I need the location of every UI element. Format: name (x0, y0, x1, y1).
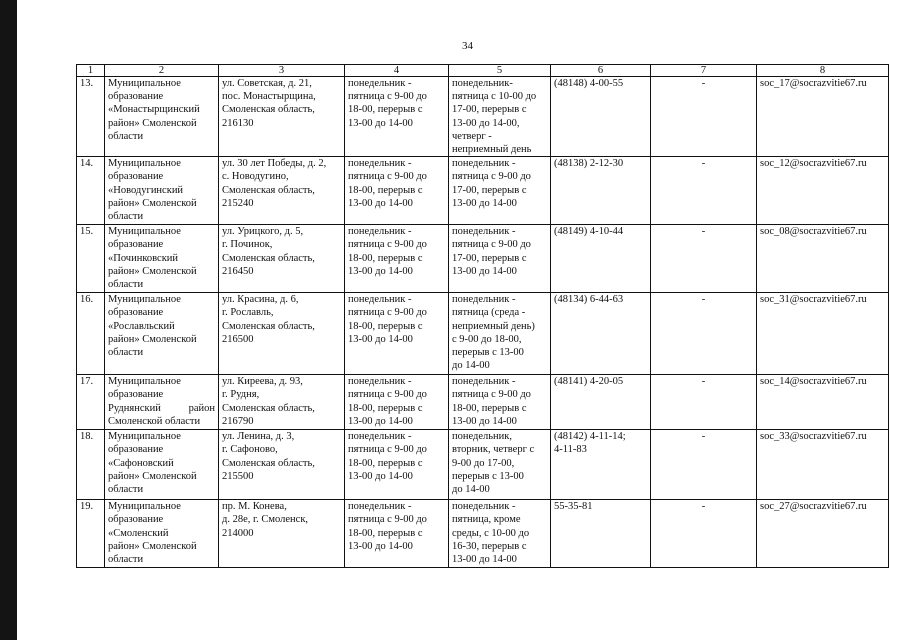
email-cell: soc_31@socrazvitie67.ru (757, 293, 889, 375)
municipality-line: Муниципальное (108, 376, 181, 388)
admin-hours-cell: понедельник - пятница с 9-00 до 18-00, перерыв с 13-00 до 14-00 (345, 500, 449, 568)
fax-cell: - (651, 500, 757, 568)
fax-cell: - (651, 157, 757, 225)
row-number: 18. (77, 430, 105, 500)
header-cell: 2 (105, 65, 219, 77)
row-number: 13. (77, 77, 105, 157)
fax-cell: - (651, 375, 757, 430)
municipality-line: Смоленской области (108, 415, 201, 427)
fax-cell: - (651, 77, 757, 157)
address-cell: ул. Ленина, д. 3, г. Сафоново, Смоленская область, 215500 (219, 430, 345, 500)
email-cell: soc_12@socrazvitie67.ru (757, 157, 889, 225)
scan-edge-bar (0, 0, 17, 640)
phone-cell: (48149) 4-10-44 (551, 225, 651, 293)
phone-cell: 55-35-81 (551, 500, 651, 568)
municipality-cell: Муниципальное образование «Рославльский район» Смоленской области (105, 293, 219, 375)
phone-cell: (48138) 2-12-30 (551, 157, 651, 225)
table-row (77, 500, 889, 568)
table-row (77, 225, 889, 293)
admin-hours-cell: понедельник - пятница с 9-00 до 18-00, перерыв с 13-00 до 14-00 (345, 375, 449, 430)
row-number: 17. (77, 375, 105, 430)
fax-cell: - (651, 225, 757, 293)
row-number: 19. (77, 500, 105, 568)
table-row (77, 430, 889, 500)
phone-cell: (48142) 4-11-14; 4-11-83 (551, 430, 651, 500)
row-number: 14. (77, 157, 105, 225)
row-number: 15. (77, 225, 105, 293)
phone-cell: (48141) 4-20-05 (551, 375, 651, 430)
admin-hours-cell: понедельник - пятница с 9-00 до 18-00, перерыв с 13-00 до 14-00 (345, 77, 449, 157)
table-row (77, 375, 889, 430)
table-row (77, 157, 889, 225)
municipality-line: образование (108, 389, 164, 401)
address-cell: ул. Красина, д. 6, г. Рославль, Смоленская область, 216500 (219, 293, 345, 375)
municipality-cell: Муниципальное образование «Починковский район» Смоленской области (105, 225, 219, 293)
admin-hours-cell: понедельник - пятница с 9-00 до 18-00, перерыв с 13-00 до 14-00 (345, 225, 449, 293)
reception-hours-cell: понедельник, вторник, четверг с 9-00 до 17-00, перерыв с 13-00 до 14-00 (449, 430, 551, 500)
phone-cell: (48148) 4-00-55 (551, 77, 651, 157)
municipality-cell: Муниципальное образование «Новодугинский район» Смоленской области (105, 157, 219, 225)
address-cell: ул. Урицкого, д. 5, г. Починок, Смоленская область, 216450 (219, 225, 345, 293)
reception-hours-cell: понедельник - пятница с 9-00 до 18-00, перерыв с 13-00 до 14-00 (449, 375, 551, 430)
table-row (77, 293, 889, 375)
row-number: 16. (77, 293, 105, 375)
email-cell: soc_27@socrazvitie67.ru (757, 500, 889, 568)
email-cell: soc_14@socrazvitie67.ru (757, 375, 889, 430)
page-number: 34 (462, 40, 473, 52)
phone-cell: (48134) 6-44-63 (551, 293, 651, 375)
header-cell: 4 (345, 65, 449, 77)
reception-hours-cell: понедельник- пятница с 10-00 до 17-00, перерыв с 13-00 до 14-00, четверг - неприемный день (449, 77, 551, 157)
email-cell: soc_08@socrazvitie67.ru (757, 225, 889, 293)
institutions-table (76, 64, 889, 568)
municipality-cell: Муниципальное образование «Сафоновский район» Смоленской области (105, 430, 219, 500)
email-cell: soc_17@socrazvitie67.ru (757, 77, 889, 157)
header-cell: 6 (551, 65, 651, 77)
address-cell: пр. М. Конева, д. 28е, г. Смоленск, 214000 (219, 500, 345, 568)
address-cell: ул. Советская, д. 21, пос. Монастырщина, Смоленская область, 216130 (219, 77, 345, 157)
municipality-cell (105, 375, 219, 430)
header-row (77, 65, 889, 77)
reception-hours-cell: понедельник - пятница (среда - неприемный день) с 9-00 до 18-00, перерыв с 13-00 до 14-00 (449, 293, 551, 375)
header-cell: 8 (757, 65, 889, 77)
admin-hours-cell: понедельник - пятница с 9-00 до 18-00, перерыв с 13-00 до 14-00 (345, 430, 449, 500)
fax-cell: - (651, 293, 757, 375)
reception-hours-cell: понедельник - пятница с 9-00 до 17-00, перерыв с 13-00 до 14-00 (449, 225, 551, 293)
fax-cell: - (651, 430, 757, 500)
header-cell: 7 (651, 65, 757, 77)
table-row (77, 77, 889, 157)
header-cell: 5 (449, 65, 551, 77)
reception-hours-cell: понедельник - пятница с 9-00 до 17-00, перерыв с 13-00 до 14-00 (449, 157, 551, 225)
address-cell: ул. 30 лет Победы, д. 2, с. Новодугино, Смоленская область, 215240 (219, 157, 345, 225)
admin-hours-cell: понедельник - пятница с 9-00 до 18-00, перерыв с 13-00 до 14-00 (345, 157, 449, 225)
reception-hours-cell: понедельник - пятница, кроме среды, с 10-00 до 16-30, перерыв с 13-00 до 14-00 (449, 500, 551, 568)
email-cell: soc_33@socrazvitie67.ru (757, 430, 889, 500)
header-cell: 3 (219, 65, 345, 77)
municipality-cell: Муниципальное образование «Монастырщинский район» Смоленской области (105, 77, 219, 157)
address-cell: ул. Киреева, д. 93, г. Рудня, Смоленская область, 216790 (219, 375, 345, 430)
municipality-cell: Муниципальное образование «Смоленский район» Смоленской области (105, 500, 219, 568)
header-cell: 1 (77, 65, 105, 77)
admin-hours-cell: понедельник - пятница с 9-00 до 18-00, перерыв с 13-00 до 14-00 (345, 293, 449, 375)
municipality-line: Руднянский район (108, 402, 215, 414)
